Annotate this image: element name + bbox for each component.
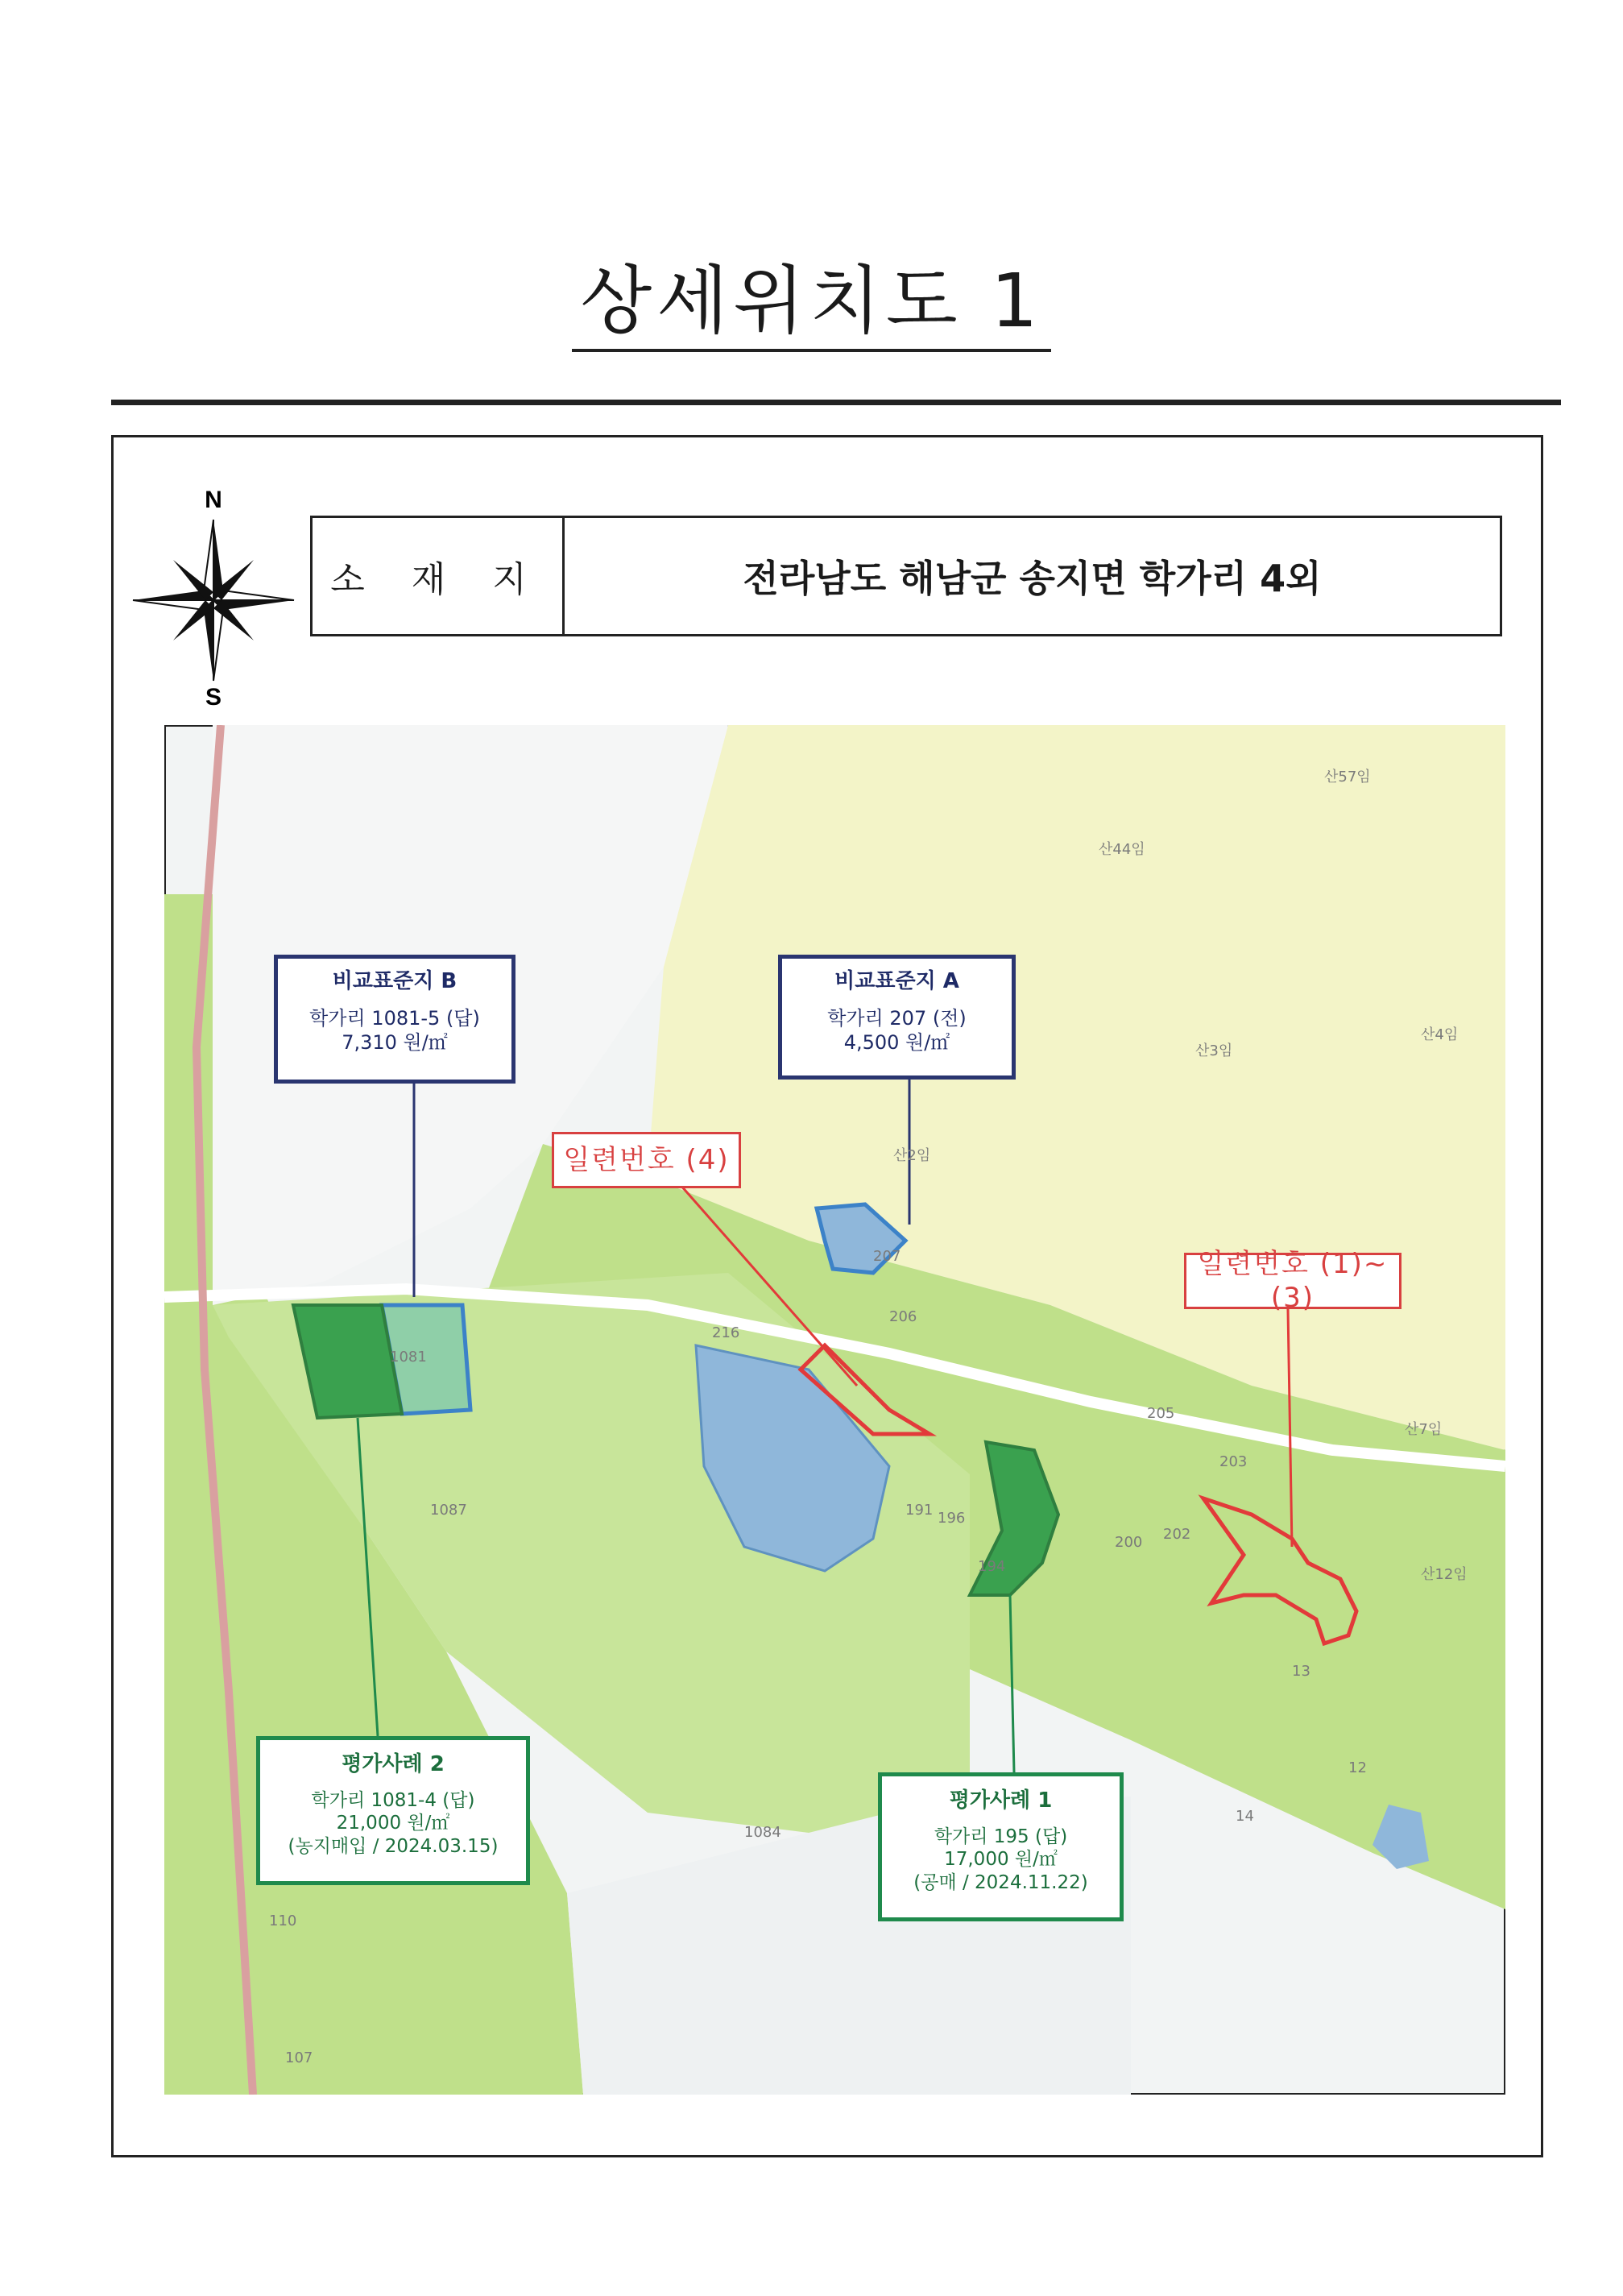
- page-title-text: 상세위치도 1: [572, 258, 1050, 352]
- callout-serial-1-3-text: 일련번호 (1)~(3): [1197, 1247, 1389, 1314]
- map-label: 205: [1147, 1405, 1175, 1422]
- callout-standard-b-title: 비교표준지 B: [332, 969, 458, 993]
- callout-standard-a-title: 비교표준지 A: [834, 969, 959, 993]
- map-label: 194: [978, 1558, 1006, 1575]
- map-label: 203: [1219, 1453, 1248, 1470]
- location-label: 소 재 지: [313, 518, 565, 634]
- map-label: 1081: [390, 1349, 427, 1366]
- callout-standard-a-line1: 학가리 207 (전): [827, 1006, 967, 1030]
- map-label: 110: [269, 1913, 297, 1929]
- map-label: 1087: [430, 1502, 467, 1519]
- callout-standard-b-line1: 학가리 1081-5 (답): [309, 1006, 480, 1030]
- map-label: 산7임: [1405, 1421, 1443, 1438]
- map-label: 191: [905, 1502, 934, 1519]
- map-label: 200: [1115, 1534, 1143, 1551]
- page-title: [0, 242, 1623, 348]
- compass-south-label: S: [205, 684, 222, 709]
- map-label: 14: [1236, 1808, 1254, 1825]
- location-value: 전라남도 해남군 송지면 학가리 4외: [743, 557, 1322, 600]
- map-label: 206: [889, 1308, 917, 1325]
- compass-north-label: N: [205, 487, 222, 513]
- map-label: 207: [873, 1248, 901, 1265]
- map-label: 12: [1348, 1759, 1367, 1776]
- callout-serial-1-3: [1184, 1247, 1401, 1314]
- callout-standard-b: [274, 955, 515, 1084]
- callout-case-1-line2: 17,000 원/㎡: [944, 1849, 1058, 1871]
- cadastral-map: [164, 725, 1505, 2095]
- map-label: 196: [938, 1510, 966, 1527]
- map-label: 산2임: [893, 1147, 931, 1164]
- title-rule: [111, 400, 1561, 405]
- callout-case-1: [878, 1772, 1124, 1921]
- map-label: 산57임: [1324, 769, 1371, 785]
- callout-case-2: [256, 1736, 530, 1885]
- map-label: 107: [285, 2049, 313, 2066]
- callout-case-2-line2: 21,000 원/㎡: [336, 1813, 450, 1834]
- callout-serial-4-text: 일련번호 (4): [563, 1143, 730, 1176]
- callout-case-1-title: 평가사례 1: [949, 1788, 1053, 1813]
- callout-standard-a: [778, 955, 1016, 1080]
- map-label: 산44임: [1099, 841, 1145, 858]
- map-label: 산3임: [1195, 1042, 1233, 1059]
- map-label: 1084: [744, 1824, 781, 1841]
- map-label: 13: [1292, 1663, 1310, 1680]
- callout-case-2-title: 평가사례 2: [342, 1752, 445, 1776]
- callout-case-1-line3: (공매 / 2024.11.22): [913, 1872, 1088, 1893]
- callout-standard-b-line2: 7,310 원/㎡: [342, 1030, 448, 1054]
- location-table: [310, 516, 1502, 636]
- callout-case-1-line1: 학가리 195 (답): [934, 1826, 1068, 1847]
- map-label: 산4임: [1421, 1026, 1459, 1043]
- callout-case-2-line3: (농지매입 / 2024.03.15): [288, 1836, 499, 1857]
- map-label: 202: [1163, 1526, 1191, 1543]
- compass-rose-icon: [125, 483, 302, 709]
- map-label: 216: [712, 1324, 740, 1341]
- map-label: 산12임: [1421, 1566, 1468, 1583]
- callout-serial-4: [552, 1132, 741, 1188]
- callout-case-2-line1: 학가리 1081-4 (답): [311, 1789, 475, 1811]
- callout-standard-a-line2: 4,500 원/㎡: [843, 1030, 950, 1054]
